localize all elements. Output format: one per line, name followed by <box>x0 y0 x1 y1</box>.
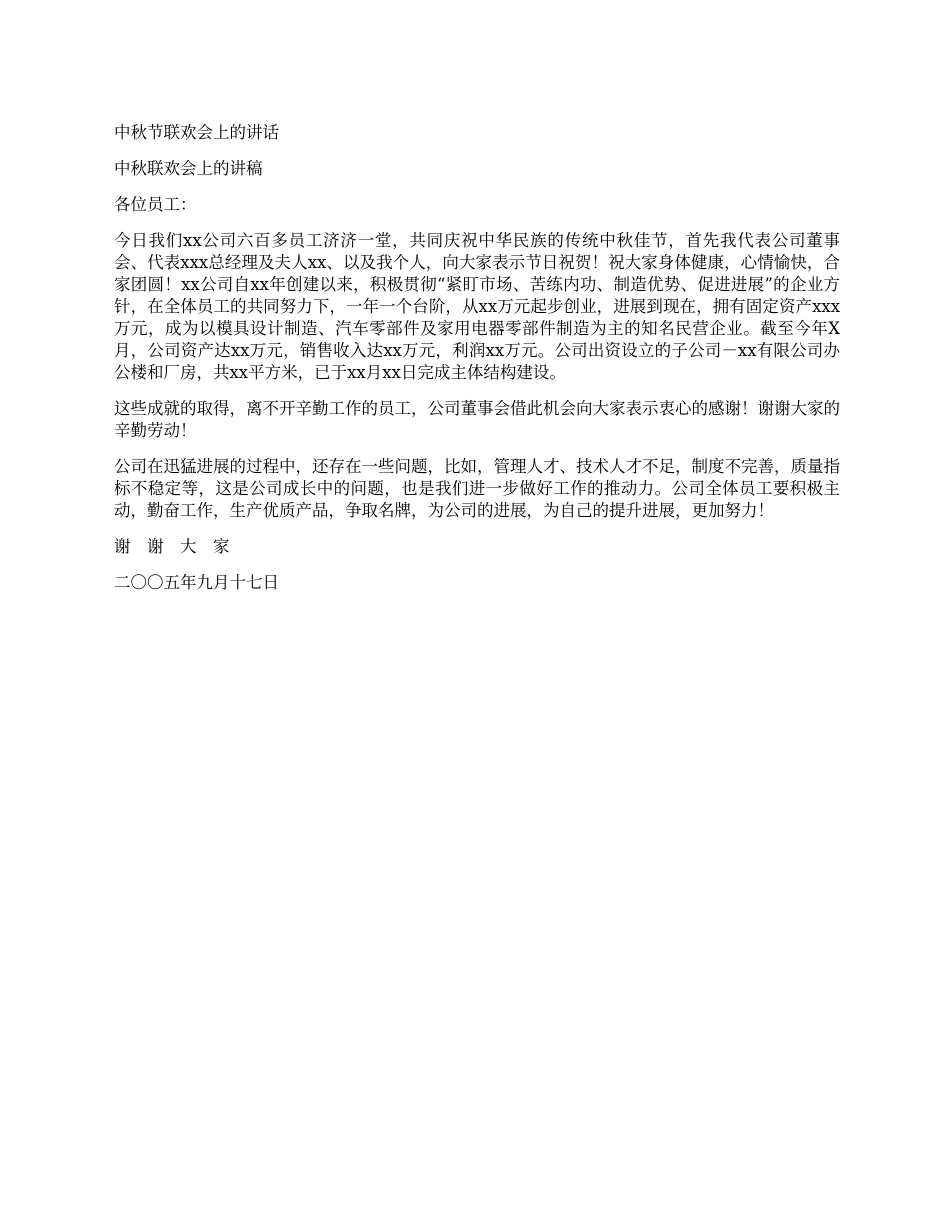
document-subtitle: 中秋联欢会上的讲稿 <box>114 159 263 178</box>
document-title: 中秋节联欢会上的讲话 <box>114 123 279 142</box>
document-date: 二〇〇五年九月十七日 <box>114 573 279 592</box>
body-paragraph-1: 今日我们xx公司六百多员工济济一堂，共同庆祝中华民族的传统中秋佳节，首先我代表公司董事会、代表xxx总经理及夫人xx、以及我个人，向大家表示节日祝贺！祝大家身体健康，心情愉快，合家团圆！xx公司自xx年创建以来，积极贯彻“紧盯市场、苦练内功、制造优势、促进进展”的企业方针，在全体员工的共同努力下，一年一个台阶，从xx万元起步创业，进展到现在，拥有固定资产xxx万元，成为以模具设计制造、汽车零部件及家用电器零部件制造为主的知名民营企业。截至今年X月，公司资产达xx万元，销售收入达xx万元，利润xx万元。公司出资设立的子公司－xx有限公司办公楼和厂房，共xx平方米，已于xx月xx日完成主体结构建设。 <box>114 231 840 382</box>
body-paragraph-2: 这些成就的取得，离不开辛勤工作的员工，公司董事会借此机会向大家表示衷心的感谢！谢谢大家的辛勤劳动！ <box>114 399 840 440</box>
body-paragraph-3: 公司在迅猛进展的过程中，还存在一些问题，比如，管理人才、技术人才不足，制度不完善，质量指标不稳定等，这是公司成长中的问题，也是我们进一步做好工作的推动力。公司全体员工要积极主动，勤奋工作，生产优质产品，争取名牌，为公司的进展，为自己的提升进展，更加努力！ <box>114 457 840 520</box>
salutation: 各位员工： <box>114 195 197 214</box>
document-page <box>114 122 840 608</box>
closing-remark: 谢 谢 大 家 <box>114 537 230 556</box>
